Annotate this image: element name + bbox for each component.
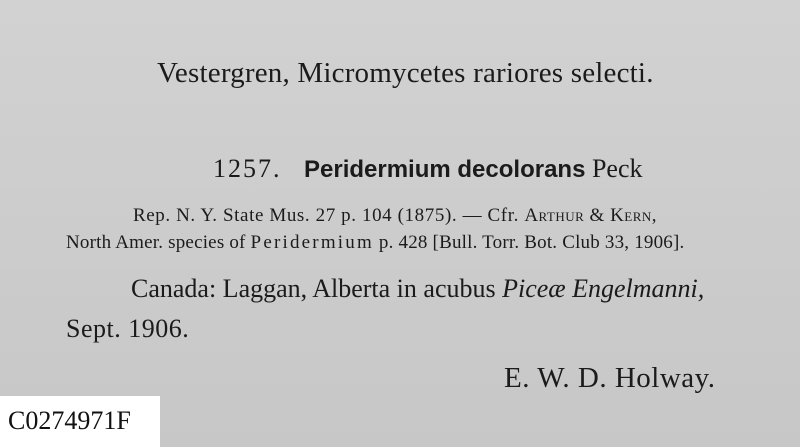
- series-heading: Vestergren, Micromycetes rariores selecti.: [157, 57, 654, 89]
- host-name: Piceæ Engelmanni,: [502, 274, 705, 303]
- specimen-id-tag: [0, 396, 160, 447]
- reference-authors: Arthur & Kern,: [524, 205, 658, 226]
- species-name: Peridermium decolorans: [304, 156, 586, 183]
- reference-text-2b: p. 428 [Bull. Torr. Bot. Club 33, 1906].: [373, 232, 685, 253]
- reference-line-2: [66, 232, 684, 254]
- locality-text: Canada: Laggan, Alberta in acubus: [131, 274, 503, 303]
- collector-name: E. W. D. Holway.: [504, 362, 716, 394]
- exsiccata-number: 1257.: [213, 154, 282, 183]
- reference-line-1: [133, 205, 657, 227]
- collection-date: Sept. 1906.: [66, 314, 190, 343]
- reference-text-2a: North Amer. species of: [66, 232, 251, 253]
- species-line: [213, 154, 642, 184]
- reference-genus: Peridermium: [250, 232, 374, 253]
- species-author: Peck: [591, 154, 643, 183]
- locality-line-1: [131, 274, 704, 304]
- specimen-id: C0274971F: [8, 406, 131, 435]
- reference-text-1: Rep. N. Y. State Mus. 27 p. 104 (1875). — Cfr.: [133, 205, 525, 226]
